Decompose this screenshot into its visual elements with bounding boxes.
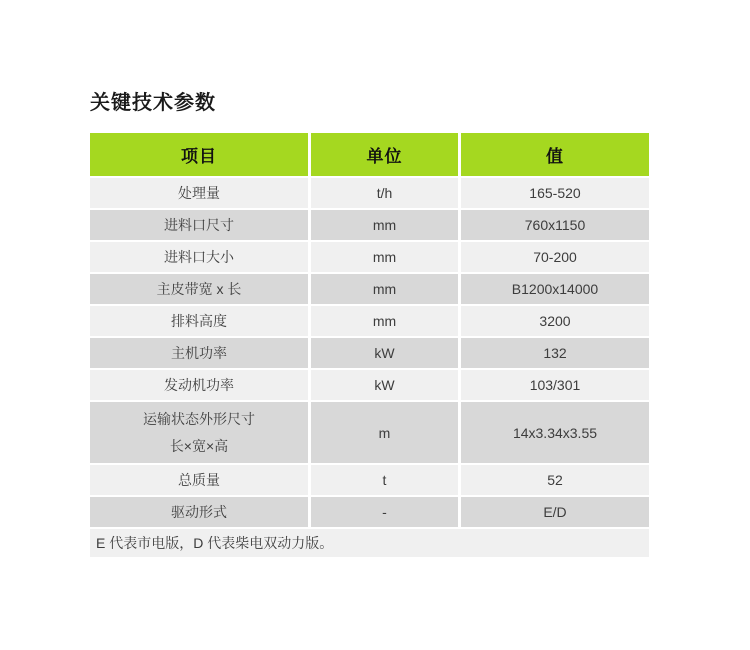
cell-value: B1200x14000 — [461, 274, 649, 304]
cell-value: E/D — [461, 497, 649, 527]
cell-value: 52 — [461, 465, 649, 495]
cell-item — [90, 402, 308, 463]
table-footnote: E 代表市电版，D 代表柴电双动力版。 — [90, 529, 649, 557]
cell-unit: mm — [311, 306, 458, 336]
cell-item: 进料口大小 — [90, 242, 308, 272]
cell-unit: m — [311, 402, 458, 463]
header-value: 值 — [461, 133, 649, 176]
cell-value: 70-200 — [461, 242, 649, 272]
cell-value: 132 — [461, 338, 649, 368]
cell-value: 14x3.34x3.55 — [461, 402, 649, 463]
cell-item: 进料口尺寸 — [90, 210, 308, 240]
cell-value: 3200 — [461, 306, 649, 336]
cell-value: 165-520 — [461, 178, 649, 208]
cell-item-line2: 长×宽×高 — [169, 437, 229, 454]
cell-item: 主机功率 — [90, 338, 308, 368]
cell-item-line1: 运输状态外形尺寸 — [143, 410, 255, 427]
cell-value: 760x1150 — [461, 210, 649, 240]
cell-item: 总质量 — [90, 465, 308, 495]
cell-item: 发动机功率 — [90, 370, 308, 400]
cell-unit: - — [311, 497, 458, 527]
cell-unit: kW — [311, 338, 458, 368]
cell-item: 排料高度 — [90, 306, 308, 336]
cell-unit: t/h — [311, 178, 458, 208]
cell-value: 103/301 — [461, 370, 649, 400]
cell-unit: mm — [311, 242, 458, 272]
cell-item: 驱动形式 — [90, 497, 308, 527]
cell-unit: t — [311, 465, 458, 495]
cell-item: 主皮带宽 x 长 — [90, 274, 308, 304]
cell-item: 处理量 — [90, 178, 308, 208]
page-title: 关键技术参数 — [90, 92, 216, 114]
cell-unit: kW — [311, 370, 458, 400]
header-item: 项目 — [90, 133, 308, 176]
header-unit: 单位 — [311, 133, 458, 176]
cell-unit: mm — [311, 210, 458, 240]
cell-unit: mm — [311, 274, 458, 304]
spec-table — [90, 133, 649, 557]
